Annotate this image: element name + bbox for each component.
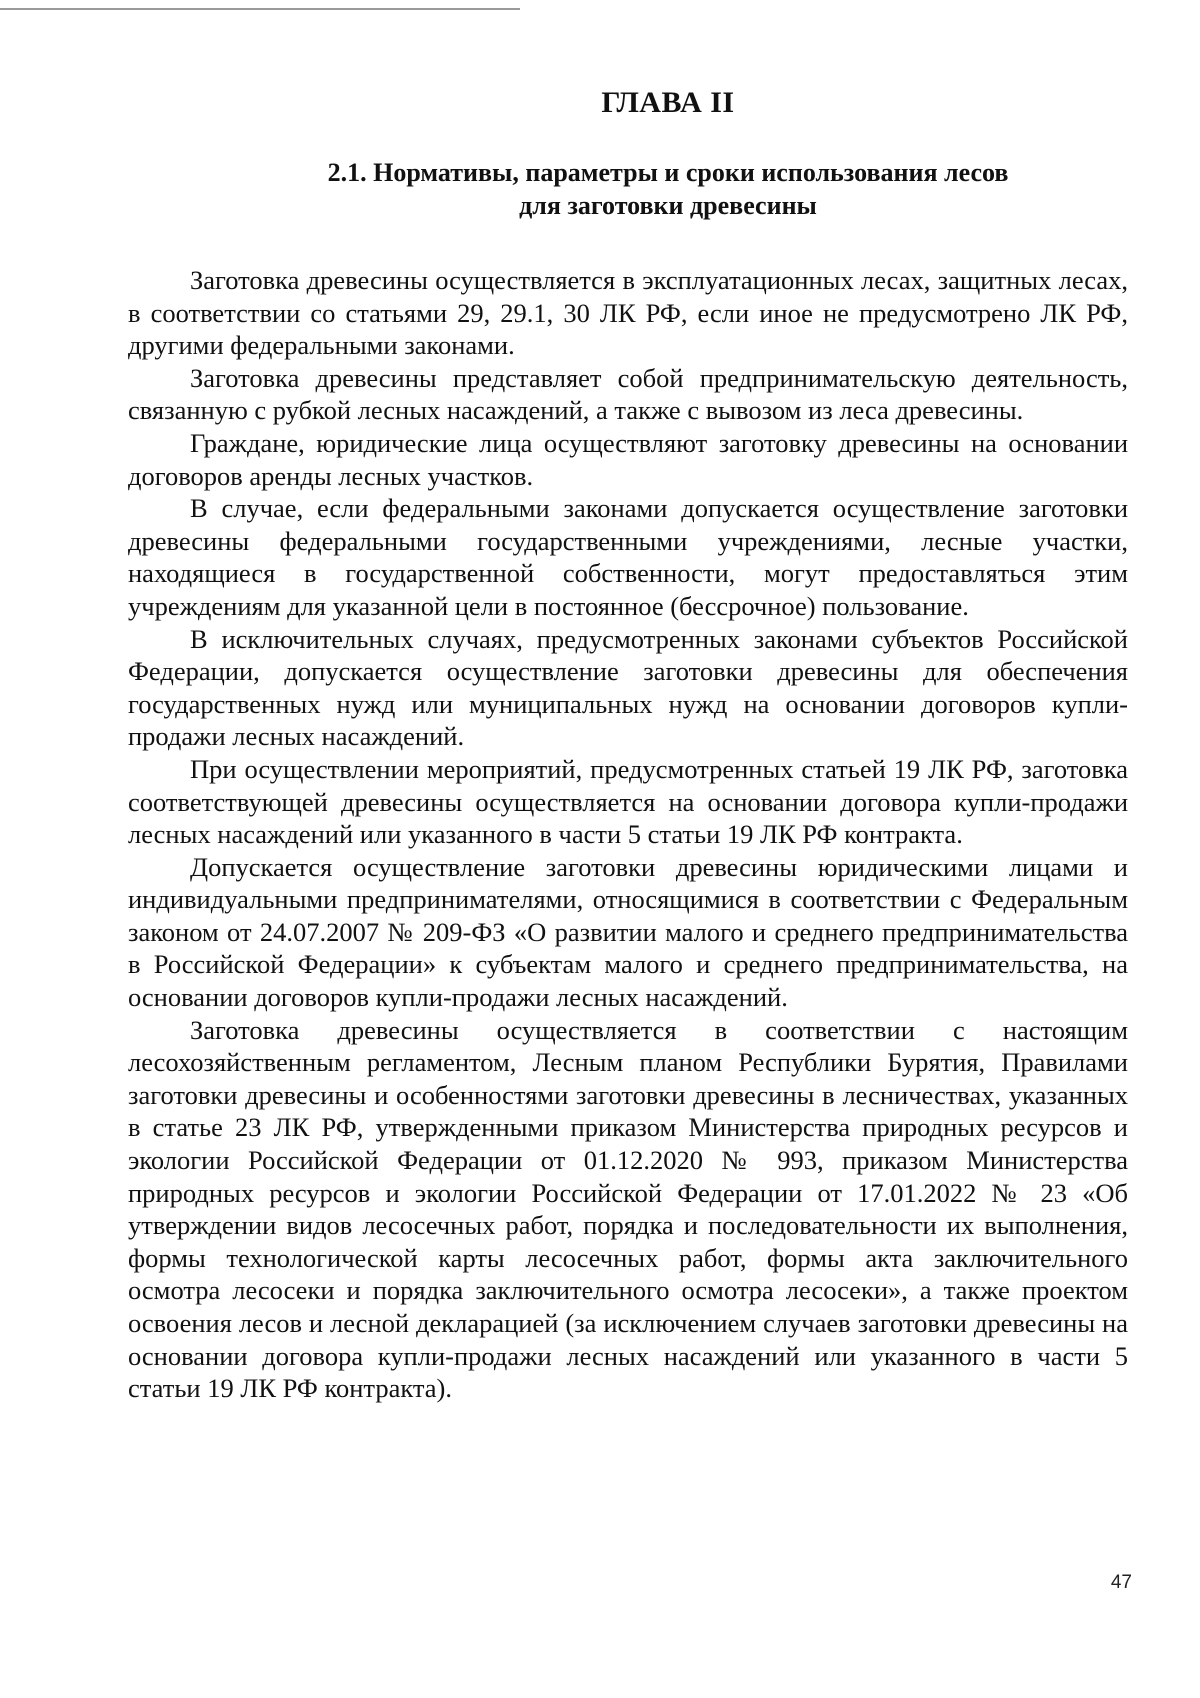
section-title	[128, 156, 1128, 222]
page-number: 47	[1110, 1572, 1132, 1593]
paragraph-7: Допускается осуществление заготовки древесины юридическими лицами и индивидуальными предпринимателями, относящимися в соответствии с Федеральным законом от 24.07.2007 № 209-ФЗ «О развитии малого и среднего предпринимательства в Российской Федерации» к субъектам малого и среднего предпринимательства, на основании договоров купли-продажи лесных насаждений.	[128, 851, 1128, 1013]
section-title-line-1: 2.1. Нормативы, параметры и сроки использования лесов	[327, 158, 1009, 187]
paragraph-4: В случае, если федеральными законами допускается осуществление заготовки древесины федеральными государственными учреждениями, лесные участки, находящиеся в государственной собственности, могут предоставляться этим учреждениям для указанной цели в постоянное (бессрочное) пользование.	[128, 493, 1128, 621]
paragraph-1: Заготовка древесины осуществляется в эксплуатационных лесах, защитных лесах, в соответствии со статьями 29, 29.1, 30 ЛК РФ, если иное не предусмотрено ЛК РФ, другими федеральными законами.	[128, 265, 1128, 361]
chapter-heading: ГЛАВА II	[601, 86, 735, 119]
section-title-line-2: для заготовки древесины	[519, 191, 817, 220]
paragraph-5: В исключительных случаях, предусмотренных законами субъектов Российской Федерации, допускается осуществление заготовки древесины для обеспечения государственных нужд или муниципальных нужд на основании договоров купли-продажи лесных насаждений.	[128, 623, 1128, 752]
paragraph-3: Граждане, юридические лица осуществляют заготовку древесины на основании договоров аренды лесных участков.	[128, 427, 1128, 491]
paragraph-6: При осуществлении мероприятий, предусмотренных статьей 19 ЛК РФ, заготовка соответствующей древесины осуществляется на основании договора купли-продажи лесных насаждений или указанного в части 5 статьи 19 ЛК РФ контракта.	[128, 753, 1128, 850]
paragraph-2: Заготовка древесины представляет собой предпринимательскую деятельность, связанную с рубкой лесных насаждений, а также с вывозом из леса древесины.	[128, 362, 1128, 426]
scan-edge-line	[0, 8, 520, 10]
paragraph-8: Заготовка древесины осуществляется в соответствии с настоящим лесохозяйственным регламентом, Лесным планом Республики Бурятия, Правилами заготовки древесины и особенностями заготовки древесины в лесничествах, указанных в статье 23 ЛК РФ, утвержденными приказом Министерства природных ресурсов и экологии Российской Федерации от 01.12.2020 № 993, приказом Министерства природных ресурсов и экологии Российской Федерации от 17.01.2022 № 23 «Об утверждении видов лесосечных работ, порядка и последовательности их выполнения, формы технологической карты лесосечных работ, формы акта заключительного осмотра лесосеки и порядка заключительного осмотра лесосеки», а также проектом освоения лесов и лесной декларацией (за исключением случаев заготовки древесины на основании договора купли-продажи лесных насаждений или указанного в части 5 статьи 19 ЛК РФ контракта).	[128, 1014, 1128, 1404]
document-page	[128, 80, 1128, 1405]
